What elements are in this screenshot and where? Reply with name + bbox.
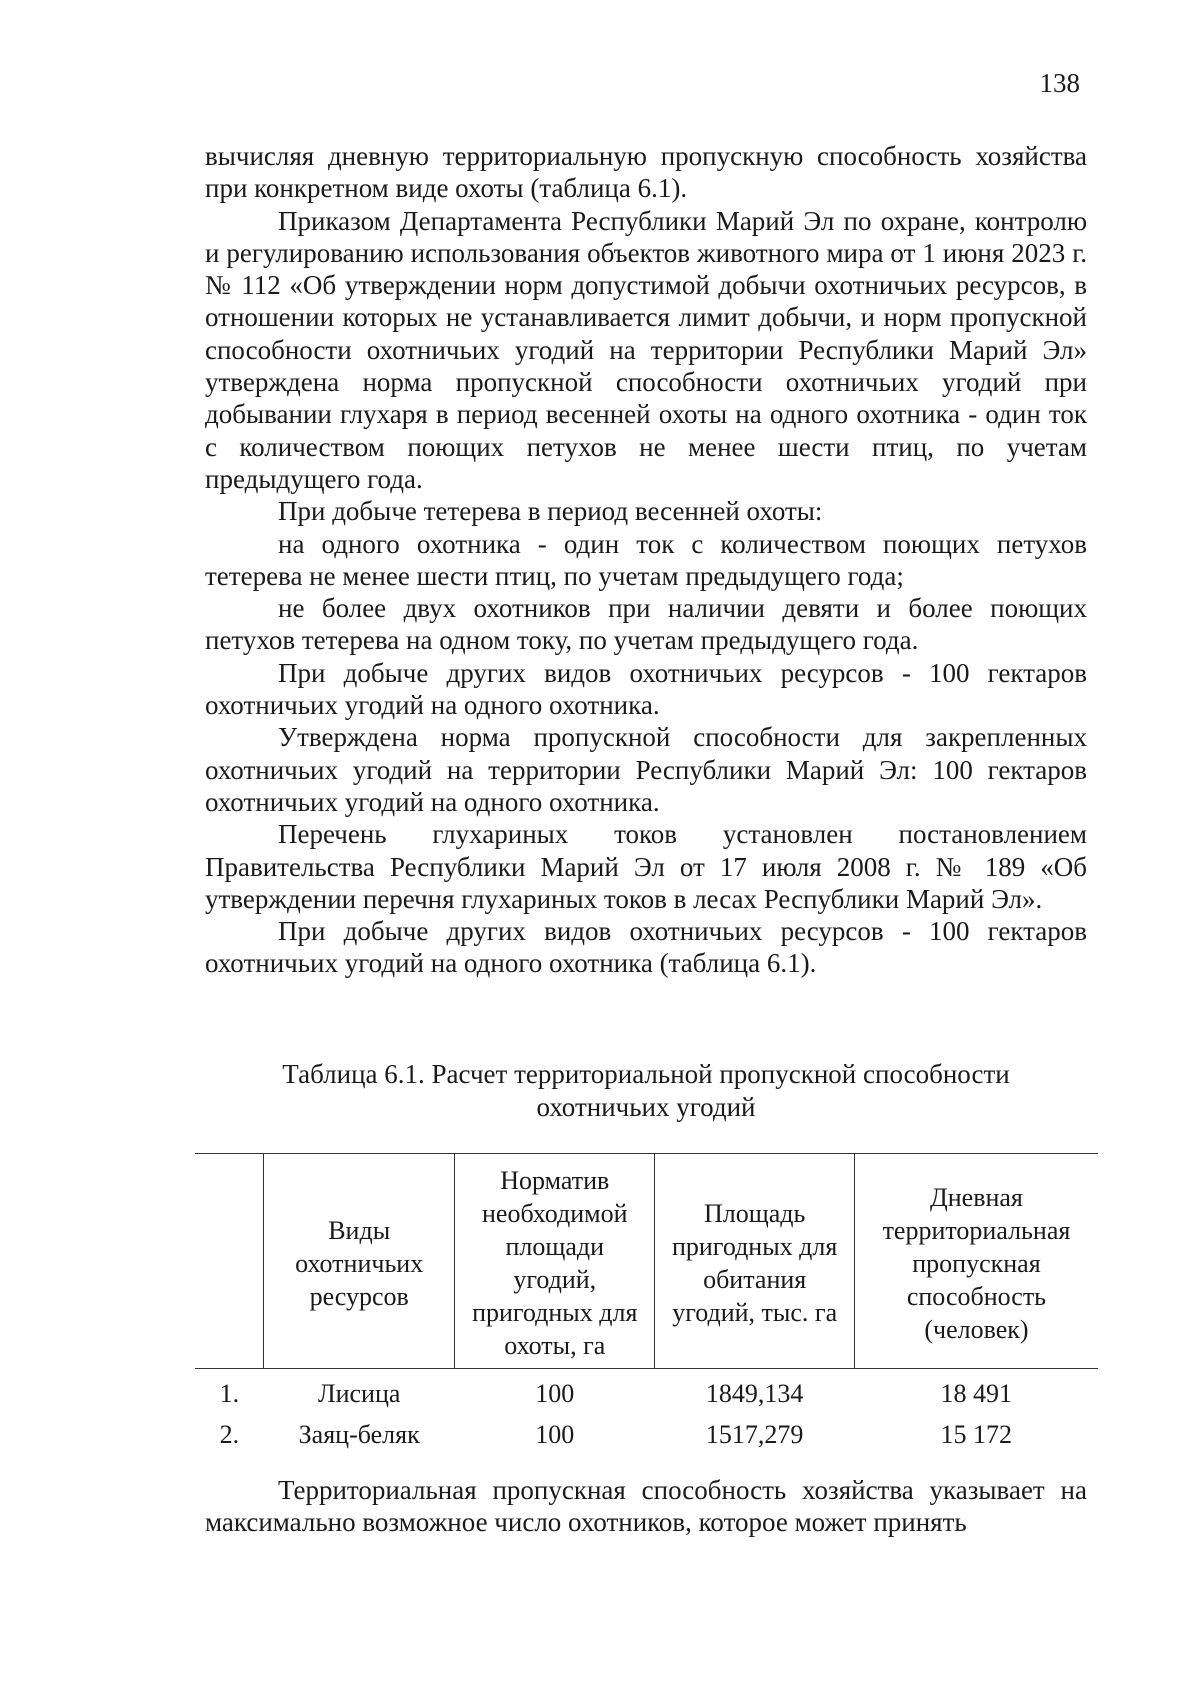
paragraph-black-grouse-intro: При добыче тетерева в период весенней охоты: (278, 496, 823, 527)
header-area: Площадь пригодных для обитания угодий, тыс. га (655, 1154, 854, 1369)
cell-norm: 100 (535, 1420, 575, 1449)
cell-capacity: 18 491 (940, 1379, 1012, 1408)
cell-area: 1517,279 (705, 1420, 804, 1449)
paragraph-other-species-table-ref: При добыче других видов охотничьих ресурсов - 100 гектаров охотничьих угодий на одного охотника (таблица 6.1). (205, 916, 1087, 979)
paragraph-black-grouse-two-hunters: не более двух охотников при наличии девяти и более поющих петухов тетерева на одном току, по учетам предыдущего года. (205, 593, 1087, 656)
table-header-row (195, 1154, 1098, 1369)
capacity-table (195, 1153, 1098, 1455)
cell-capacity: 15 172 (940, 1420, 1012, 1449)
page-number: 138 (1039, 68, 1080, 98)
header-num (195, 1154, 264, 1369)
cell-area: 1849,134 (705, 1379, 804, 1408)
header-capacity: Дневная территориальная пропускная способность (человек) (854, 1154, 1098, 1369)
paragraph-assigned-grounds-norm: Утверждена норма пропускной способности для закрепленных охотничьих угодий на территории Республики Марий Эл: 100 гектаров охотничьих угодий на одного охотника. (205, 722, 1087, 817)
cell-norm: 100 (535, 1379, 575, 1408)
paragraph-continuation: вычисляя дневную территориальную пропускную способность хозяйства при конкретном виде охоты (таблица 6.1). (205, 141, 1087, 204)
header-norm: Норматив необходимой площади угодий, пригодных для охоты, га (455, 1154, 655, 1369)
paragraph-closing: Территориальная пропускная способность хозяйства указывает на максимально возможное число охотников, которое может принять (205, 1475, 1087, 1538)
body-text (205, 140, 1087, 980)
table-row (195, 1414, 1098, 1455)
cell-species: Заяц-беляк (298, 1420, 420, 1449)
closing-text (205, 1474, 1087, 1539)
table-caption (205, 1058, 1087, 1124)
table-row (195, 1369, 1098, 1415)
header-species: Виды охотничьих ресурсов (264, 1154, 455, 1369)
paragraph-black-grouse-one-hunter: на одного охотника - один ток с количеством поющих петухов тетерева не менее шести птиц, по учетам предыдущего года; (205, 528, 1087, 591)
table-caption-line-2: охотничьих угодий (536, 1092, 756, 1122)
table-caption-line-1: Таблица 6.1. Расчет территориальной пропускной способности (282, 1059, 1010, 1089)
paragraph-order-capercaillie: Приказом Департамента Республики Марий Эл по охране, контролю и регулированию использования объектов животного мира от 1 июня 2023 г. № 112 «Об утверждении норм допустимой добычи охотничьих ресурсов, в отношении которых не устанавливается лимит добычи, и норм пропускной способности охотничьих угодий на территории Республики Марий Эл» утверждена норма пропускной способности охотничьих угодий при добывании глухаря в период весенней охоты на одного охотника - один ток с количеством поющих петухов не менее шести птиц, по учетам предыдущего года. (205, 205, 1087, 494)
cell-species: Лисица (317, 1379, 401, 1408)
paragraph-other-species: При добыче других видов охотничьих ресурсов - 100 гектаров охотничьих угодий на одного охотника. (205, 657, 1087, 721)
paragraph-lek-list: Перечень глухариных токов установлен постановлением Правительства Республики Марий Эл от 17 июля 2008 г. № 189 «Об утверждении перечня глухариных токов в лесах Республики Марий Эл». (205, 819, 1087, 914)
cell-num: 2. (219, 1420, 240, 1449)
cell-num: 1. (219, 1379, 240, 1408)
